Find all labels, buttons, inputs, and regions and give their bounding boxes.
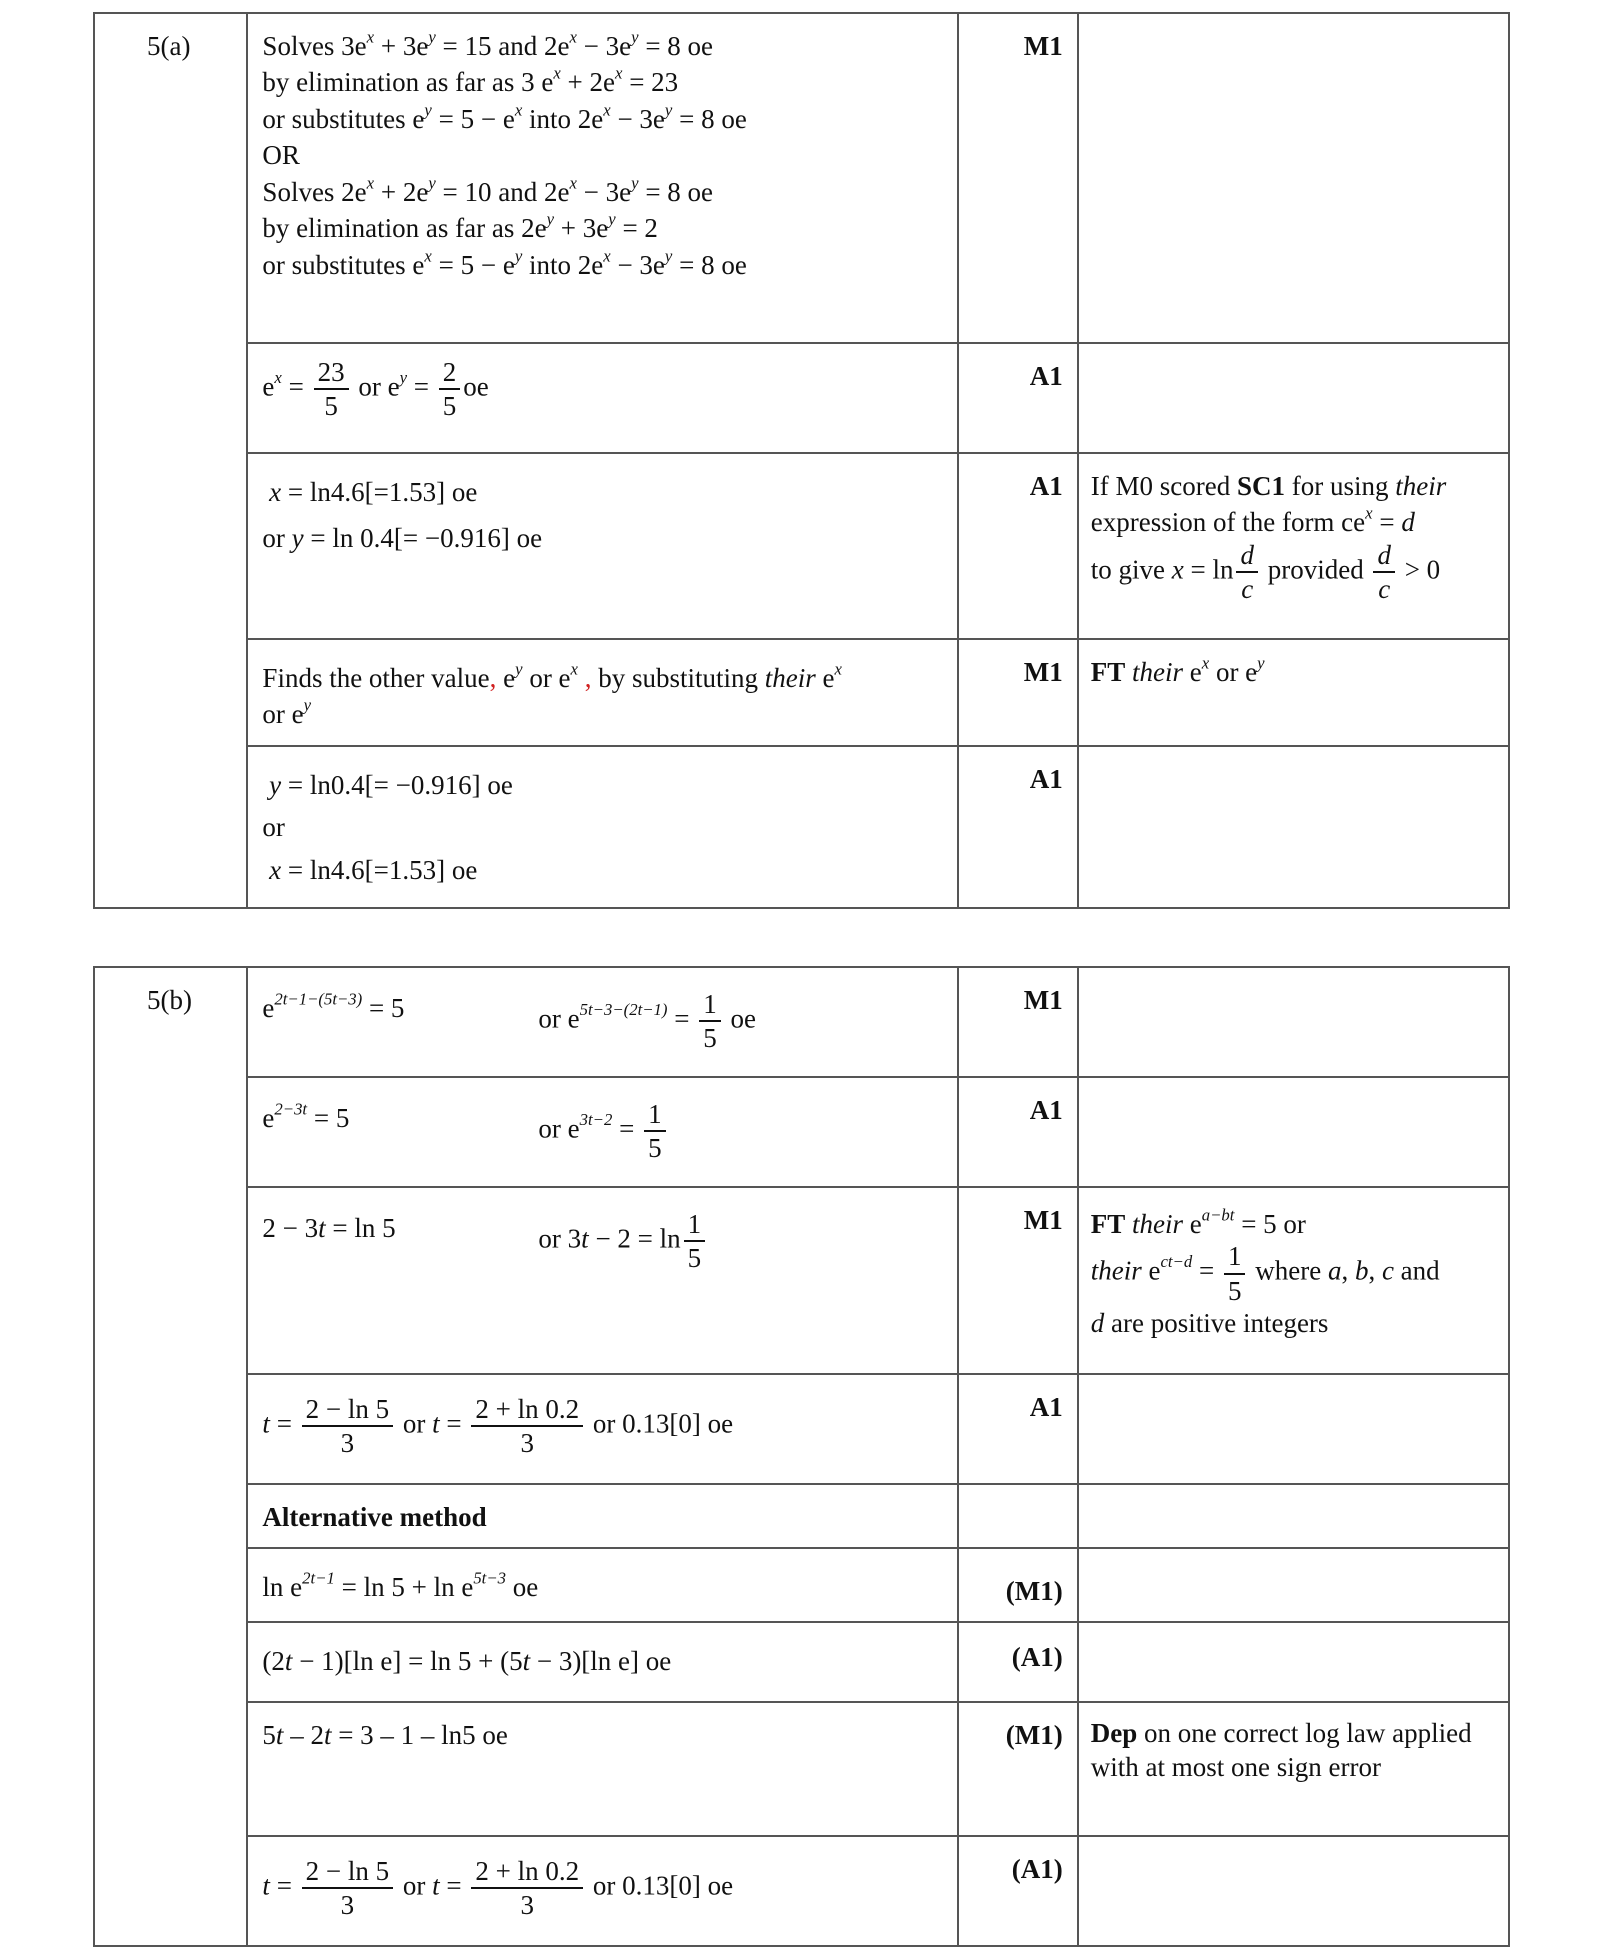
guidance-cell — [1078, 746, 1509, 908]
guidance-cell — [1078, 1374, 1509, 1484]
working-cell — [247, 13, 958, 343]
working-cell — [247, 639, 958, 746]
table-row — [94, 746, 1509, 908]
mark-code: A1 — [958, 453, 1077, 639]
working-line: Finds the other value, $e^y$ or $e^x$ , by substituting their $e^x$ — [262, 659, 842, 693]
mark-code: A1 — [958, 746, 1077, 908]
working-cell — [247, 1374, 958, 1484]
working-line: by elimination as far as 3 $e^x + 2e^x = 23$ — [262, 63, 679, 98]
guidance-line: to give x = ln $\frac{d}{c}$ provided $\frac{d}{c}$ > 0 — [1090, 539, 1441, 605]
guidance-cell — [1078, 343, 1509, 453]
guidance-cell — [1078, 1548, 1509, 1622]
working-line: by elimination as far as $2e^y + 3e^y = 2$ — [262, 209, 658, 244]
mark-code: A1 — [958, 1374, 1077, 1484]
working-line: t = $\frac{2 - \ln 5}{3}$ or t = $\frac{2 + \ln 0.2}{3}$ or 0.13[0] oe — [262, 1394, 734, 1459]
alternative-method-heading: Alternative method — [262, 1502, 487, 1532]
question-number: 5(a) — [94, 13, 247, 908]
table-row — [94, 1548, 1509, 1622]
guidance-line: If M0 scored SC1 for using their — [1090, 471, 1447, 501]
working-cell — [247, 453, 958, 639]
working-cell — [247, 1622, 958, 1702]
mark-code: (M1) — [958, 1548, 1077, 1622]
table-row — [94, 1374, 1509, 1484]
working-line: t = $\frac{2 - \ln 5}{3}$ or t = $\frac{2 + \ln 0.2}{3}$ or 0.13[0] oe — [262, 1856, 734, 1921]
mark-code: M1 — [958, 13, 1077, 343]
guidance-cell — [1078, 1187, 1509, 1374]
or-label: or — [262, 812, 285, 843]
mark-code: M1 — [958, 967, 1077, 1077]
guidance-line: FT their $e^x$ or $e^y$ — [1090, 653, 1265, 687]
guidance-line: expression of the form $ce^x = d$ — [1090, 503, 1415, 538]
table-row — [94, 1836, 1509, 1946]
mark-code: (A1) — [958, 1836, 1077, 1946]
guidance-cell — [1078, 13, 1509, 343]
table-row — [94, 1702, 1509, 1836]
mark-code: (A1) — [958, 1622, 1077, 1702]
or-label: OR — [262, 140, 300, 171]
working-line: or $e^y$ — [262, 695, 312, 730]
mark-code: M1 — [958, 1187, 1077, 1374]
guidance-cell — [1078, 967, 1509, 1077]
mark-scheme-table-5a — [93, 12, 1510, 909]
working-line: 2 − 3t = ln 5 or 3t − 2 = ln $\frac{1}{5}$ — [262, 1210, 943, 1246]
working-line: Solves $3e^x + 3e^y = 15$ and $2e^x - 3e^y = 8$ oe — [262, 27, 714, 61]
working-cell — [247, 746, 958, 908]
mark-code: A1 — [958, 343, 1077, 453]
guidance-line: d are positive integers — [1090, 1308, 1329, 1339]
mark-code: A1 — [958, 1077, 1077, 1187]
table-row — [94, 1077, 1509, 1187]
working-line: (2t − 1)[ln e] = ln 5 + (5t − 3)[ln e] oe — [262, 1646, 672, 1676]
guidance-cell — [1078, 1484, 1509, 1548]
mark-scheme-table-5b — [93, 966, 1510, 1947]
working-line: $e^x$ = $\frac{23}{5}$ or $e^y$ = $\frac{2}{5}$ oe — [262, 357, 489, 422]
guidance-line: their $e^{ct-d}$ = $\frac{1}{5}$ where a, b, c and — [1090, 1241, 1440, 1306]
guidance-cell — [1078, 1077, 1509, 1187]
table-row — [94, 13, 1509, 343]
table-row — [94, 1622, 1509, 1702]
working-cell — [247, 1702, 958, 1836]
working-cell — [247, 1187, 958, 1374]
table-row — [94, 1187, 1509, 1374]
working-line: x = ln4.6[=1.53] oe — [269, 477, 478, 507]
working-line: or substitutes $e^x = 5 - e^y$ into $2e^x - 3e^y = 8$ oe — [262, 246, 747, 280]
question-number: 5(b) — [94, 967, 247, 1946]
mark-code — [958, 1484, 1077, 1548]
mark-code: M1 — [958, 639, 1077, 746]
guidance-cell — [1078, 1622, 1509, 1702]
table-row — [94, 453, 1509, 639]
working-cell — [247, 1548, 958, 1622]
working-line: or substitutes $e^y = 5 - e^x$ into $2e^x - 3e^y = 8$ oe — [262, 100, 747, 134]
working-line: or y = ln 0.4[= −0.916] oe — [262, 523, 543, 554]
working-cell — [247, 1077, 958, 1187]
working-line: Solves $2e^x + 2e^y = 10$ and $2e^x - 3e^y = 8$ oe — [262, 173, 714, 207]
guidance-cell — [1078, 453, 1509, 639]
table-row — [94, 1484, 1509, 1548]
table-row — [94, 639, 1509, 746]
working-line: $\ln e^{2t-1} = \ln 5 + \ln e^{5t-3}$ oe — [262, 1568, 539, 1602]
guidance-line: Dep on one correct log law applied with at most one sign error — [1090, 1718, 1472, 1782]
guidance-cell — [1078, 639, 1509, 746]
working-line: 5t – 2t = 3 – 1 – ln5 oe — [262, 1720, 508, 1750]
guidance-cell — [1078, 1702, 1509, 1836]
working-line: $e^{2-3t} = 5$ or $e^{3t-2}$ = $\frac{1}{5}$ — [262, 1100, 943, 1136]
working-cell — [247, 1836, 958, 1946]
working-line: $e^{2t-1-(5t-3)} = 5$ or $e^{5t-3-(2t-1)}$ = $\frac{1}{5}$ oe — [262, 989, 756, 1054]
table-row — [94, 343, 1509, 453]
guidance-line: FT their $e^{a-bt} = 5$ or — [1090, 1205, 1306, 1239]
guidance-cell — [1078, 1836, 1509, 1946]
working-line: x = ln4.6[=1.53] oe — [269, 854, 478, 885]
working-cell — [247, 967, 958, 1077]
mark-code: (M1) — [958, 1702, 1077, 1836]
table-row — [94, 967, 1509, 1077]
working-cell — [247, 343, 958, 453]
working-cell — [247, 1484, 958, 1548]
working-line: y = ln0.4[= −0.916] oe — [269, 770, 513, 800]
